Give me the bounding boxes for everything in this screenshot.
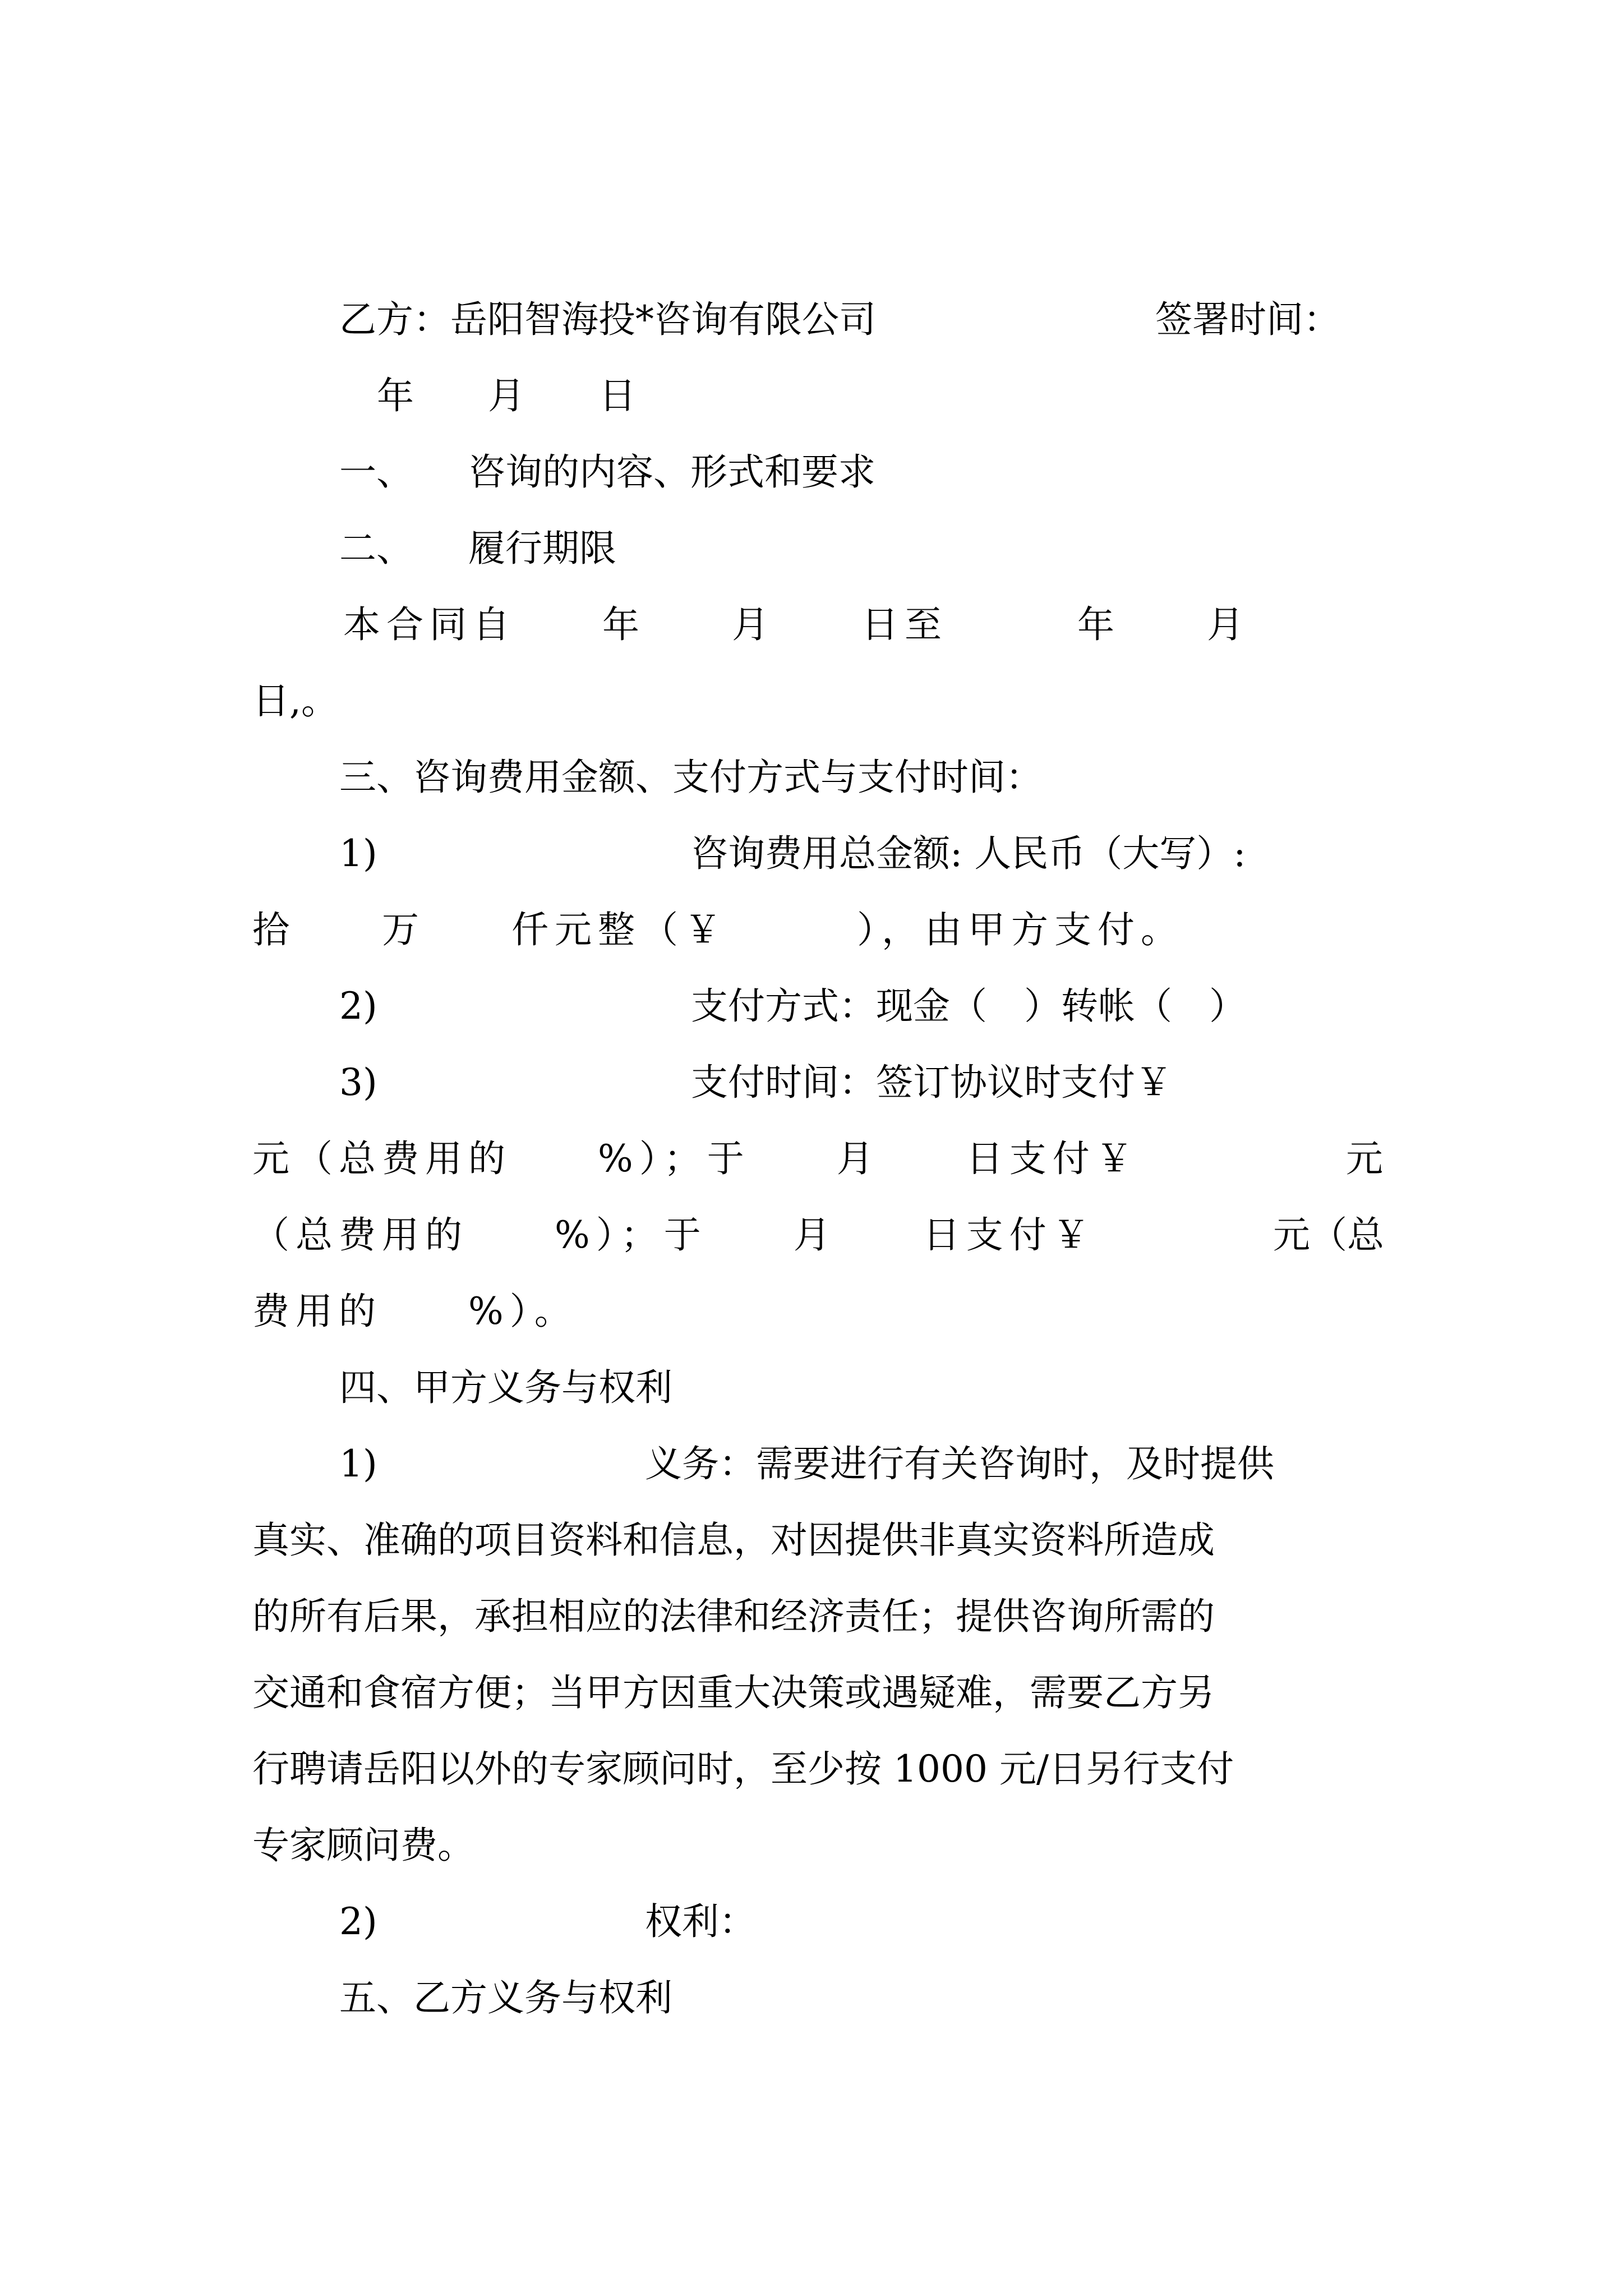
party-a-item-2-text: 权利： bbox=[645, 1900, 756, 1943]
party-a-item-1-line-4 bbox=[0, 1654, 1623, 1732]
section-3-heading bbox=[0, 738, 1623, 817]
fee-item-1 bbox=[0, 815, 1623, 893]
party-a-item-1-number: 1) bbox=[339, 1442, 377, 1485]
section-1-number: 一、 bbox=[339, 450, 413, 494]
term-line-2 bbox=[0, 662, 1623, 740]
section-2-heading bbox=[0, 509, 1623, 588]
fee-item-3-line-4 bbox=[0, 1272, 1623, 1351]
fee-schedule-unit-2: 元（总 bbox=[1273, 1213, 1384, 1257]
party-a-duty-text-5: 行聘请岳阳以外的专家顾问时，至少按 1000 元/日另行支付 bbox=[252, 1747, 1234, 1791]
fee-schedule-unit-1: 元 bbox=[1346, 1137, 1383, 1180]
party-b-name: 乙方：岳阳智海投*咨询有限公司 bbox=[339, 298, 876, 341]
sign-date-line bbox=[0, 357, 1623, 435]
section-1-title: 咨询的内容、形式和要求 bbox=[468, 450, 875, 494]
party-a-item-2 bbox=[0, 1883, 1623, 1961]
party-a-item-1-line-6 bbox=[0, 1806, 1623, 1885]
section-2-title: 履行期限 bbox=[468, 527, 616, 570]
section-5-title: 五、乙方义务与权利 bbox=[339, 1976, 672, 2019]
fee-item-1-continued bbox=[0, 891, 1623, 969]
party-a-item-1-text: 义务：需要进行有关咨询时，及时提供 bbox=[645, 1442, 1274, 1485]
section-4-title: 四、甲方义务与权利 bbox=[339, 1366, 672, 1409]
fee-item-2-number: 2) bbox=[339, 984, 377, 1028]
party-a-item-1-line-5 bbox=[0, 1730, 1623, 1809]
section-4-heading bbox=[0, 1349, 1623, 1427]
fee-item-3-number: 3) bbox=[339, 1061, 377, 1104]
party-a-duty-text-2: 真实、准确的项目资料和信息，对因提供非真实资料所造成 bbox=[252, 1519, 1215, 1562]
fee-item-1-number: 1) bbox=[339, 832, 377, 875]
fee-amount-text: 拾 万 仟元整（￥ ），由甲方支付。 bbox=[252, 908, 1184, 951]
fee-item-3-line-2 bbox=[0, 1120, 1623, 1198]
section-1-heading bbox=[0, 433, 1623, 512]
fee-schedule-text-3: 费用的 %）。 bbox=[252, 1290, 578, 1333]
party-a-item-2-number: 2) bbox=[339, 1900, 377, 1943]
term-text: 本合同自 年 月 日至 年 月 bbox=[343, 603, 1250, 646]
party-a-duty-text-4: 交通和食宿方便；当甲方因重大决策或遇疑难，需要乙方另 bbox=[252, 1671, 1215, 1714]
party-a-duty-text-3: 的所有后果，承担相应的法律和经济责任；提供咨询所需的 bbox=[252, 1595, 1215, 1638]
party-a-item-1-line-3 bbox=[0, 1577, 1623, 1656]
sign-time-label: 签署时间： bbox=[1155, 298, 1340, 341]
party-a-item-1 bbox=[0, 1425, 1623, 1503]
term-text-end: 日,。 bbox=[252, 679, 338, 723]
term-line-1 bbox=[0, 586, 1623, 664]
sign-date-placeholder: 年 月 日 bbox=[377, 374, 636, 417]
party-a-item-1-line-2 bbox=[0, 1501, 1623, 1580]
fee-item-3 bbox=[0, 1043, 1623, 1122]
fee-schedule-text-2: （总费用的 %）；于 月 日支付￥ bbox=[252, 1213, 1096, 1257]
fee-item-3-line-3 bbox=[0, 1196, 1623, 1274]
fee-item-1-text: 咨询费用总金额: 人民币（大写）: bbox=[691, 832, 1246, 875]
section-5-heading bbox=[0, 1959, 1623, 2037]
section-2-number: 二、 bbox=[339, 527, 413, 570]
party-a-duty-text-6: 专家顾问费。 bbox=[252, 1824, 474, 1867]
party-b-line bbox=[0, 280, 1623, 359]
fee-item-2 bbox=[0, 967, 1623, 1046]
section-3-title: 三、咨询费用金额、支付方式与支付时间： bbox=[339, 756, 1043, 799]
fee-item-2-text: 支付方式：现金（ ）转帐（ ） bbox=[691, 984, 1246, 1028]
fee-schedule-text-1: 元（总费用的 %）；于 月 日支付￥ bbox=[252, 1137, 1139, 1180]
fee-item-3-text: 支付时间：签订协议时支付￥ bbox=[691, 1061, 1172, 1104]
